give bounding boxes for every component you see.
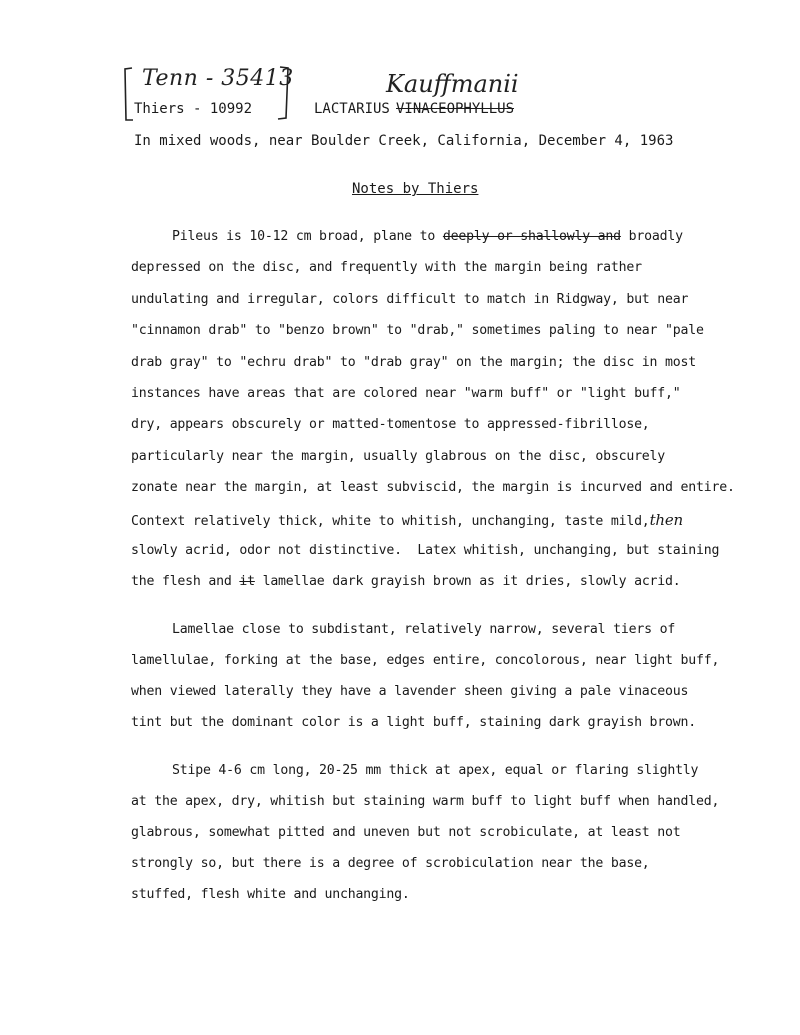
pileus-line-7: dry, appears obscurely or matted-tomentose to appressed-fibrillose, bbox=[131, 417, 650, 432]
pileus-line-4: "cinnamon drab" to "benzo brown" to "drab," sometimes paling to near "pale bbox=[131, 323, 704, 338]
stipe-line-5: stuffed, flesh white and unchanging. bbox=[131, 887, 410, 902]
handwritten-species-name: Kauffmanii bbox=[386, 70, 519, 98]
pileus-line-11: slowly acrid, odor not distinctive. Latex whitish, unchanging, but staining bbox=[131, 543, 720, 558]
pileus-line-12: the flesh and it lamellae dark grayish brown as it dries, slowly acrid. bbox=[131, 574, 681, 589]
thiers-collection-number: Thiers - 10992 bbox=[134, 101, 253, 117]
lamellae-line-1: Lamellae close to subdistant, relatively narrow, several tiers of bbox=[172, 622, 676, 637]
locality-line: In mixed woods, near Boulder Creek, California, December 4, 1963 bbox=[134, 133, 674, 149]
handwritten-herbarium-number: Tenn - 35413 bbox=[142, 66, 294, 91]
pileus-line-5: drab gray" to "echru drab" to "drab gray" on the margin; the disc in most bbox=[131, 355, 696, 370]
pileus-line-3: undulating and irregular, colors difficult to match in Ridgway, but near bbox=[131, 292, 689, 307]
stipe-line-2: at the apex, dry, whitish but staining warm buff to light buff when handled, bbox=[131, 794, 720, 809]
stipe-line-3: glabrous, somewhat pitted and uneven but not scrobiculate, at least not bbox=[131, 825, 681, 840]
pileus-line-9: zonate near the margin, at least subviscid, the margin is incurved and entire. bbox=[131, 480, 735, 495]
handwritten-insert: then bbox=[649, 511, 683, 529]
lamellae-line-2: lamellulae, forking at the base, edges entire, concolorous, near light buff, bbox=[131, 653, 720, 668]
struck-text: it bbox=[239, 574, 255, 589]
stipe-line-1: Stipe 4-6 cm long, 20-25 mm thick at apex, equal or flaring slightly bbox=[172, 763, 699, 778]
lamellae-line-4: tint but the dominant color is a light buff, staining dark grayish brown. bbox=[131, 715, 696, 730]
struck-text: deeply or shallowly and bbox=[442, 229, 621, 244]
pileus-line-2: depressed on the disc, and frequently with the margin being rather bbox=[131, 260, 642, 275]
pileus-line-10: Context relatively thick, white to whitish, unchanging, taste mild,then bbox=[131, 511, 683, 529]
struck-species-name: VINACEOPHYLLUS bbox=[396, 101, 515, 117]
notes-heading: Notes by Thiers bbox=[352, 181, 479, 197]
genus-name: LACTARIUS bbox=[314, 101, 390, 117]
stipe-line-4: strongly so, but there is a degree of scrobiculation near the base, bbox=[131, 856, 650, 871]
pileus-line-1: Pileus is 10-12 cm broad, plane to deeply or shallowly and broadly bbox=[172, 229, 683, 244]
pileus-line-6: instances have areas that are colored near "warm buff" or "light buff," bbox=[131, 386, 681, 401]
pileus-line-8: particularly near the margin, usually glabrous on the disc, obscurely bbox=[131, 449, 666, 464]
lamellae-line-3: when viewed laterally they have a lavender sheen giving a pale vinaceous bbox=[131, 684, 689, 699]
